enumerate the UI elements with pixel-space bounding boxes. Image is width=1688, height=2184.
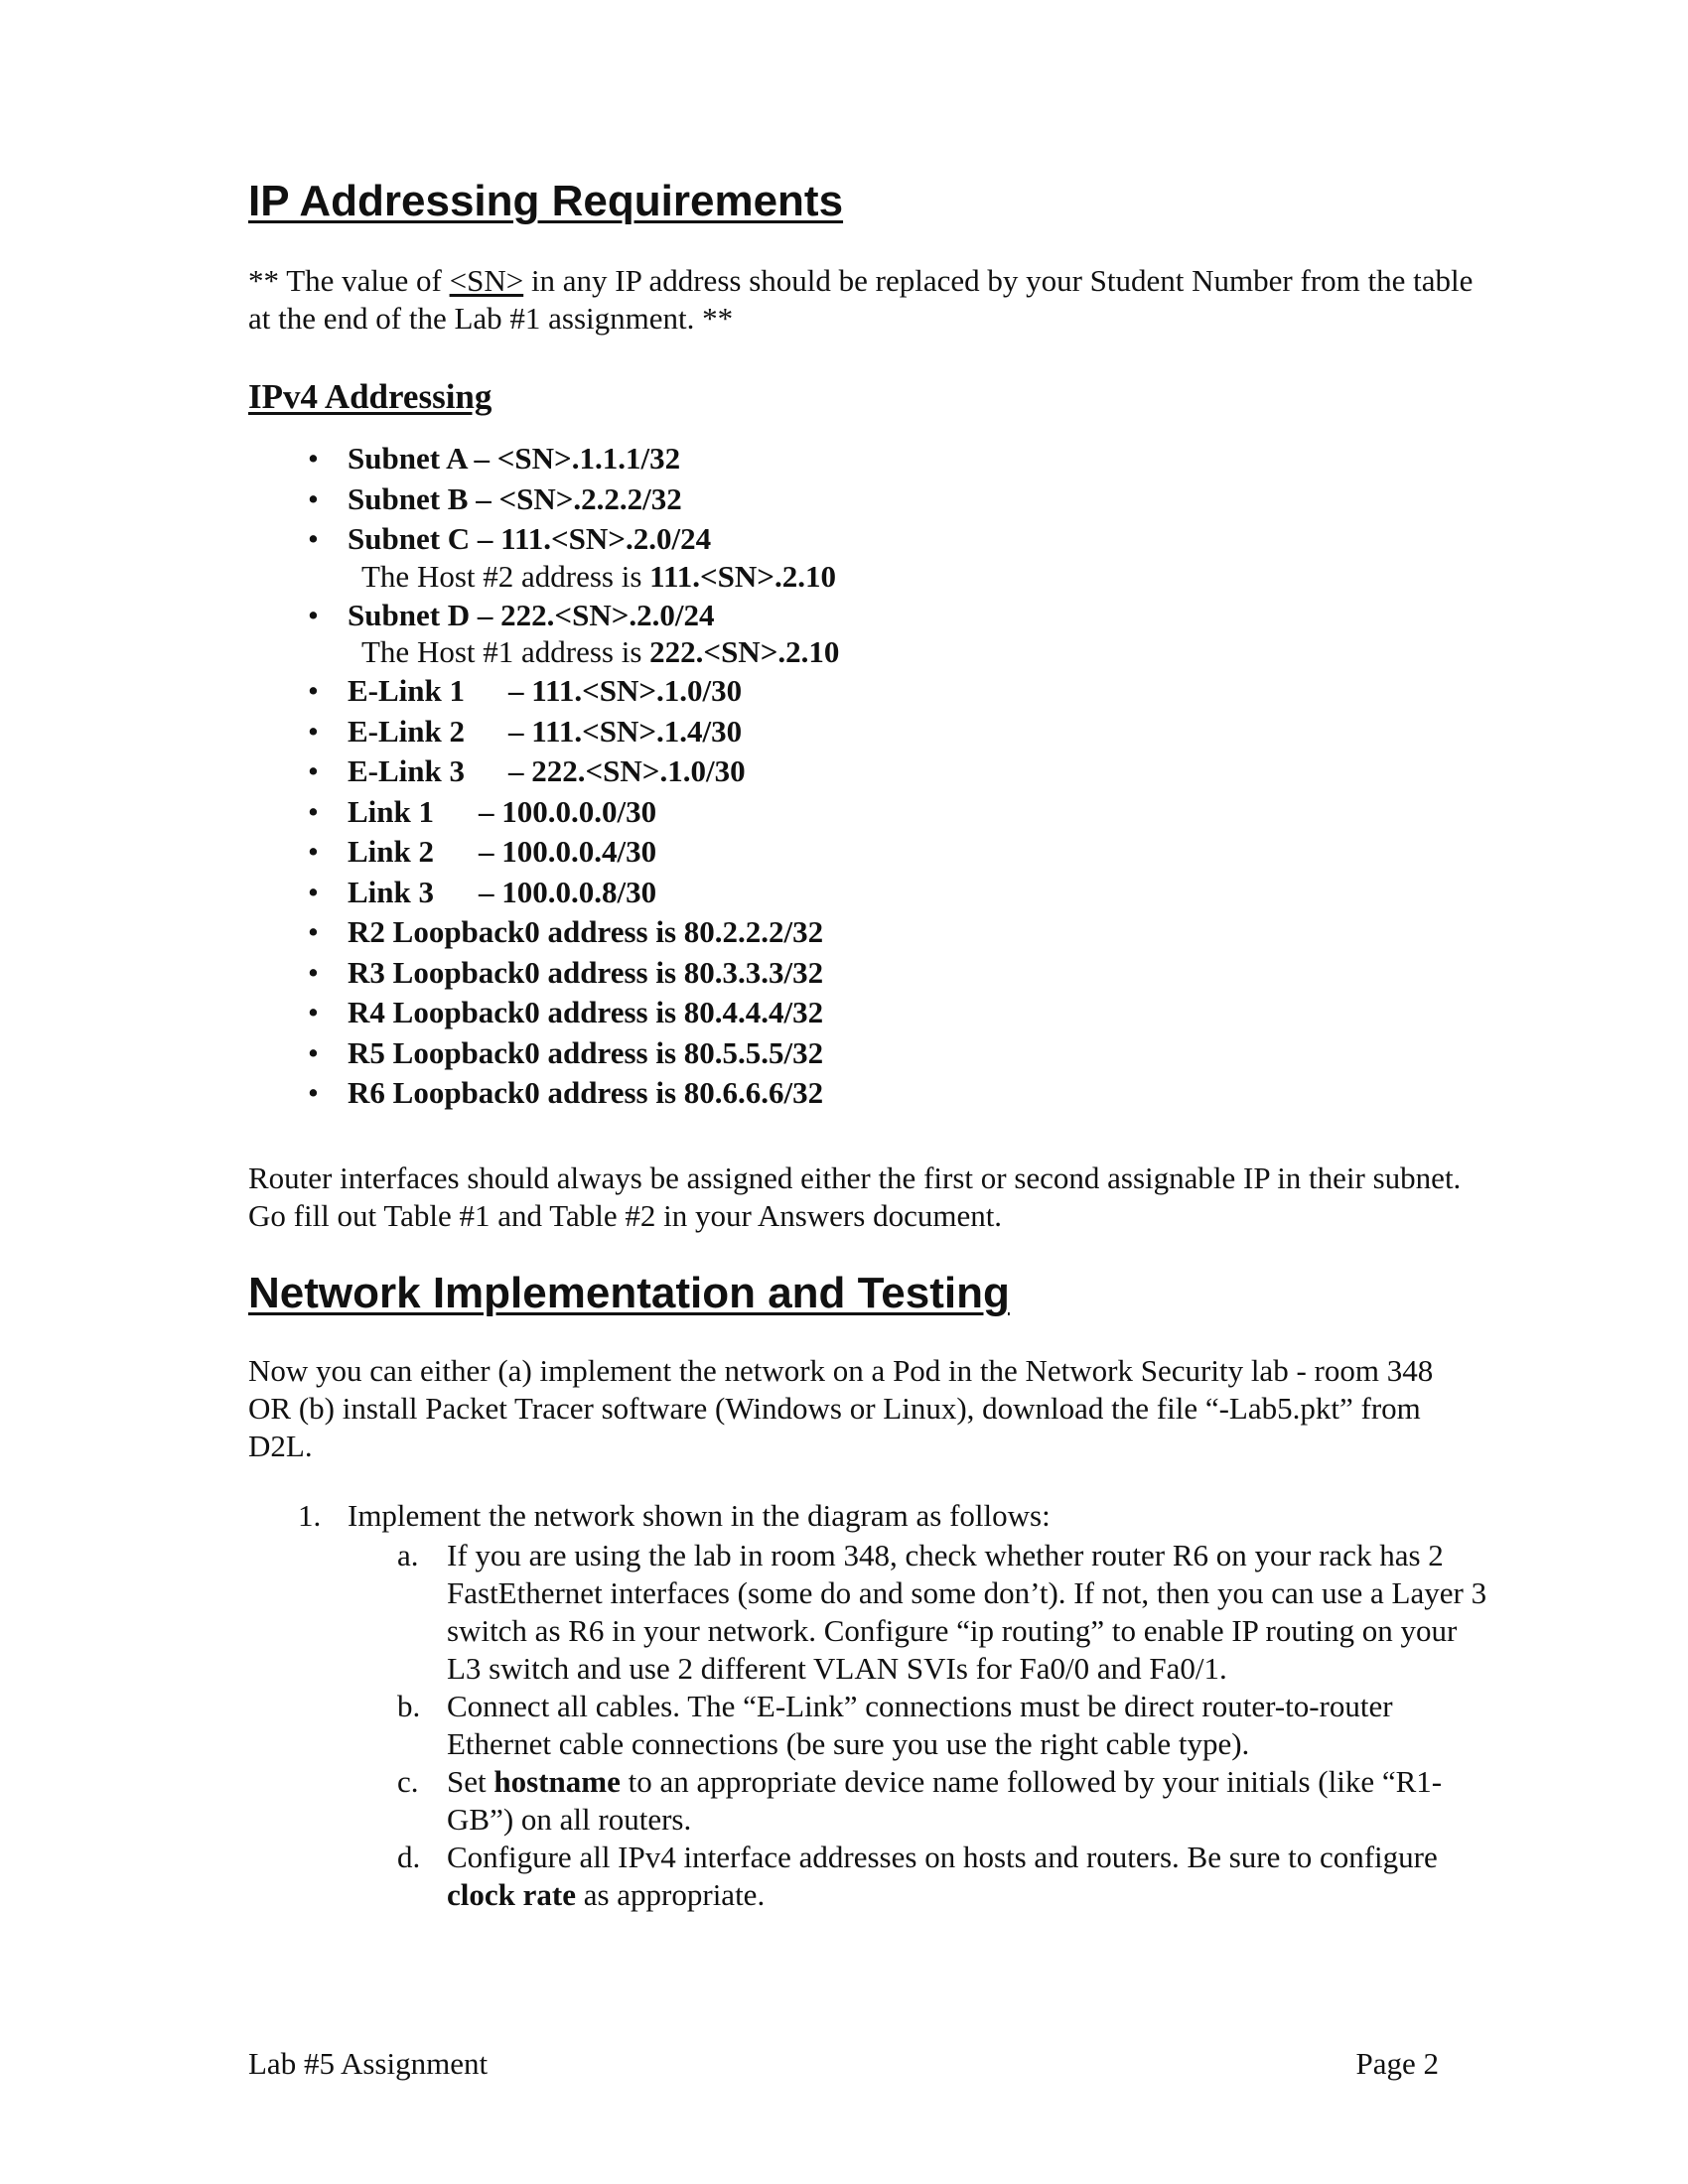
hostname-keyword: hostname [493,1764,621,1799]
substep-c-post: to an appropriate device name followed by your initials (like “R1-GB”) on all routers. [447,1764,1443,1837]
bullet-icon: • [308,954,319,990]
bullet-icon: • [308,521,319,556]
elink-1-value: – 111.<SN>.1.0/30 [508,673,743,708]
r3-loopback: R3 Loopback0 address is 80.3.3.3/32 [348,954,824,990]
substep-c-text [447,1763,1489,1839]
bullet-icon: • [308,597,319,632]
elink-1-name: E-Link 1 [348,673,466,708]
list-item [308,596,839,672]
sn-placeholder: <SN> [449,263,524,298]
list-item [308,671,839,712]
substep-a-letter: a. [397,1538,419,1572]
bullet-icon: • [308,441,319,476]
subnet-b: Subnet B – <SN>.2.2.2/32 [348,480,682,516]
bullet-icon: • [308,874,319,909]
subnet-c: Subnet C – 111.<SN>.2.0/24 [348,521,712,556]
substep-b-text: Connect all cables. The “E-Link” connections must be direct router-to-router Ethernet cable connections (be sure you use the right cable type). [447,1689,1393,1761]
elink-2-value: – 111.<SN>.1.4/30 [508,713,743,749]
elink-3-value: – 222.<SN>.1.0/30 [508,753,746,788]
ipv4-addressing-title: IPv4 Addressing [248,377,492,416]
bullet-icon: • [308,1034,319,1070]
link-1-value: – 100.0.0.0/30 [479,793,657,829]
bullet-icon: • [308,753,319,788]
r2-loopback: R2 Loopback0 address is 80.2.2.2/32 [348,914,824,949]
list-item [308,912,839,953]
link-2-name: Link 2 [348,834,435,869]
substep-d-post: as appropriate. [575,1877,766,1912]
bullet-icon: • [308,1075,319,1110]
r4-loopback: R4 Loopback0 address is 80.4.4.4/32 [348,995,824,1029]
host1-address: 222.<SN>.2.10 [649,634,840,669]
list-item [308,1073,839,1114]
bullet-icon: • [308,713,319,749]
elink-3-name: E-Link 3 [348,753,466,788]
page-number: Page 2 [1355,2046,1439,2081]
student-number-note [248,262,1479,338]
network-implementation-title: Network Implementation and Testing [248,1269,1010,1317]
list-item [308,953,839,994]
host2-address: 111.<SN>.2.10 [649,558,836,594]
host1-line [348,633,839,671]
host1-label: The Host #1 address is [361,634,650,669]
list-item [308,792,839,833]
substep-b [397,1688,1489,1763]
substep-b-letter: b. [397,1689,421,1723]
note-post: in any IP address should be replaced by your Student Number from the table at the end of the Lab #1 assignment. ** [248,263,1474,336]
link-2-value: – 100.0.0.4/30 [479,834,657,869]
list-item [308,832,839,873]
r6-loopback: R6 Loopback0 address is 80.6.6.6/32 [348,1075,824,1110]
r5-loopback: R5 Loopback0 address is 80.5.5.5/32 [348,1034,824,1070]
router-interfaces-note: Router interfaces should always be assigned either the first or second assignable IP in their subnet. Go fill out Table #1 and Table #2 in your Answers document. [248,1160,1462,1233]
substep-a-text: If you are using the lab in room 348, check whether router R6 on your rack has 2 FastEthernet interfaces (some do and some don’t). If not, then you can use a Layer 3 switch as R6 in your network. Configure “ip routing” to enable IP routing on your L3 switch and use 2 different VLAN SVIs for Fa0/0 and Fa0/1. [447,1538,1487,1686]
ipv4-address-list [308,439,839,1114]
list-item [308,439,839,479]
implementation-steps [298,1497,1489,1914]
step-1-number: 1. [298,1498,322,1533]
substep-d-letter: d. [397,1840,421,1874]
list-item [308,751,839,792]
bullet-icon: • [308,480,319,516]
substep-c-letter: c. [397,1764,419,1799]
step-1 [298,1497,1489,1914]
bullet-icon: • [308,914,319,949]
host2-line [348,558,839,596]
list-item [308,993,839,1033]
implementation-intro: Now you can either (a) implement the network on a Pod in the Network Security lab - room 348 OR (b) install Packet Tracer software (Windows or Linux), download the file “-Lab5.pkt” from D2L. [248,1353,1434,1463]
link-3-value: – 100.0.0.8/30 [479,874,657,909]
ip-addressing-title: IP Addressing Requirements [248,177,844,225]
substep-d [397,1839,1489,1914]
list-item [308,873,839,913]
host2-label: The Host #2 address is [361,558,650,594]
list-item [308,519,839,596]
bullet-icon: • [308,673,319,708]
subnet-d: Subnet D – 222.<SN>.2.0/24 [348,597,715,632]
subnet-a: Subnet A – <SN>.1.1.1/32 [348,441,681,476]
footer-left: Lab #5 Assignment [248,2046,489,2081]
note-pre: ** The value of [248,263,450,298]
substep-c-pre: Set [447,1764,494,1799]
bullet-icon: • [308,834,319,869]
substep-d-pre: Configure all IPv4 interface addresses on hosts and routers. Be sure to configure [447,1840,1438,1874]
bullet-icon: • [308,793,319,829]
step-1-substeps [348,1537,1489,1914]
substep-d-text [447,1839,1489,1914]
list-item [308,1033,839,1074]
elink-2-name: E-Link 2 [348,713,466,749]
substep-c [397,1763,1489,1839]
link-1-name: Link 1 [348,793,435,829]
clock-rate-keyword: clock rate [447,1877,576,1912]
bullet-icon: • [308,995,319,1029]
list-item [308,712,839,752]
step-1-text: Implement the network shown in the diagram as follows: [348,1498,1051,1533]
substep-a [397,1537,1489,1688]
list-item [308,479,839,520]
link-3-name: Link 3 [348,874,435,909]
